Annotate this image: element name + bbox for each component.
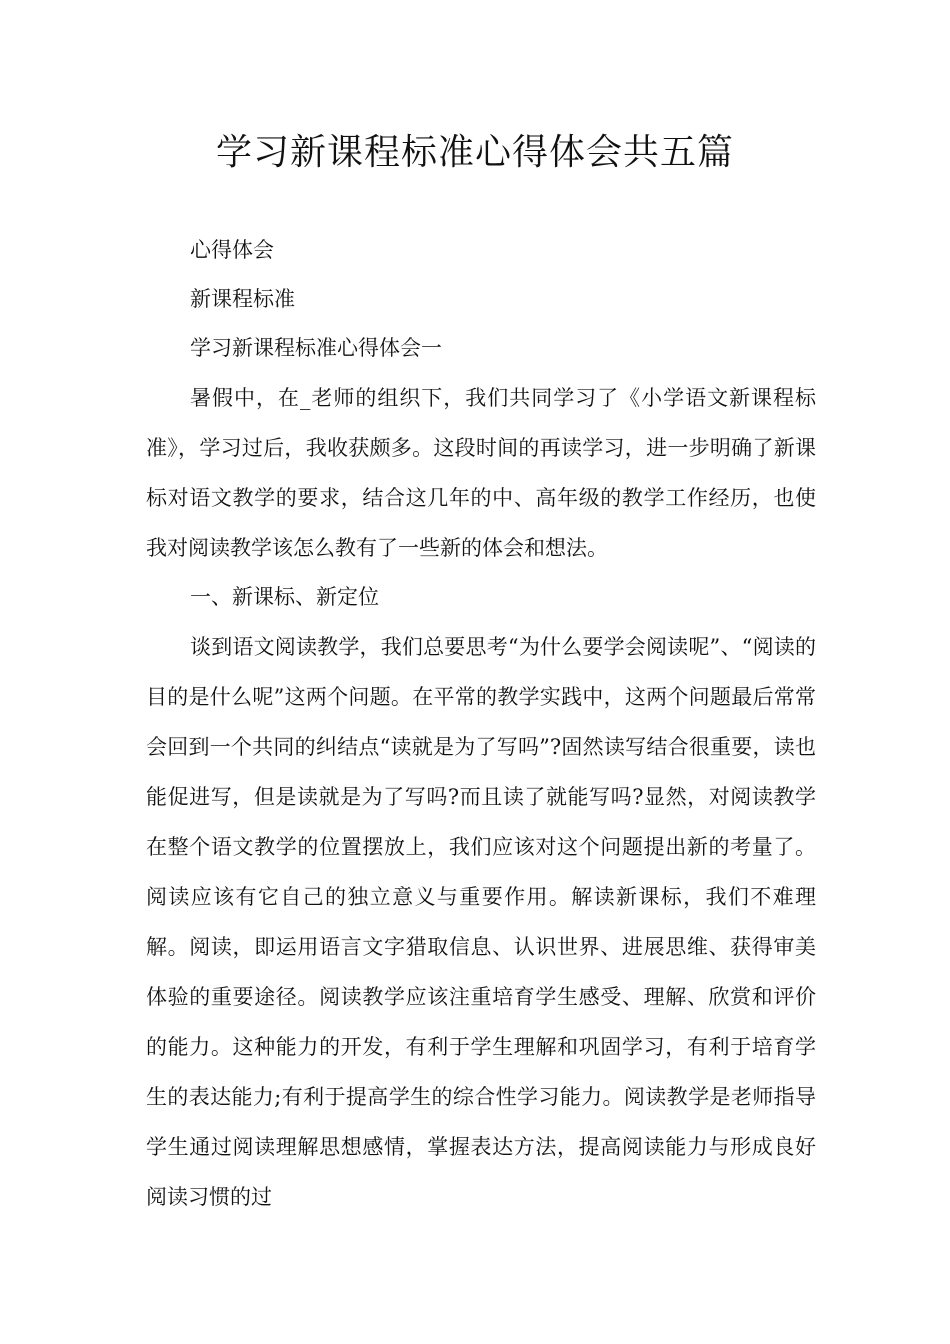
paragraph-2: 谈到语文阅读教学，我们总要思考“为什么要学会阅读呢”、“阅读的目的是什么呢”这两个问题。在平常的教学实践中，这两个问题最后常常会回到一个共同的纠结点“读就是为了写吗”?固然读写结合很重要，读也能促进写，但是读就是为了写吗?而且读了就能写吗?显然，对阅读教学在整个语文教学的位置摆放上，我们应该对这个问题提出新的考量了。阅读应该有它自己的独立意义与重要作用。解读新课标，我们不难理解。阅读，即运用语言文字猎取信息、认识世界、进展思维、获得审美体验的重要途径。阅读教学应该注重培育学生感受、理解、欣赏和评价的能力。这种能力的开发，有利于学生理解和巩固学习，有利于培育学生的表达能力;有利于提高学生的综合性学习能力。阅读教学是老师指导学生通过阅读理解思想感情，掌握表达方法，提高阅读能力与形成良好阅读习惯的过 xyxy=(146,635,816,1209)
subheading-1: 一、新课标、新定位 xyxy=(190,585,379,609)
paragraph-1: 暑假中，在_老师的组织下，我们共同学习了《小学语文新课程标准》，学习过后，我收获颇多。这段时间的再读学习，进一步明确了新课标对语文教学的要求，结合这几年的中、高年级的教学工作经历，也使我对阅读教学该怎么教有了一些新的体会和想法。 xyxy=(146,386,816,560)
document-title: 学习新课程标准心得体会共五篇 xyxy=(215,132,734,173)
document-body xyxy=(146,226,816,1222)
keyword-line-1: 心得体会 xyxy=(190,238,274,262)
section-heading: 学习新课程标准心得体会一 xyxy=(190,336,442,360)
keyword-line-2: 新课程标准 xyxy=(190,287,295,311)
